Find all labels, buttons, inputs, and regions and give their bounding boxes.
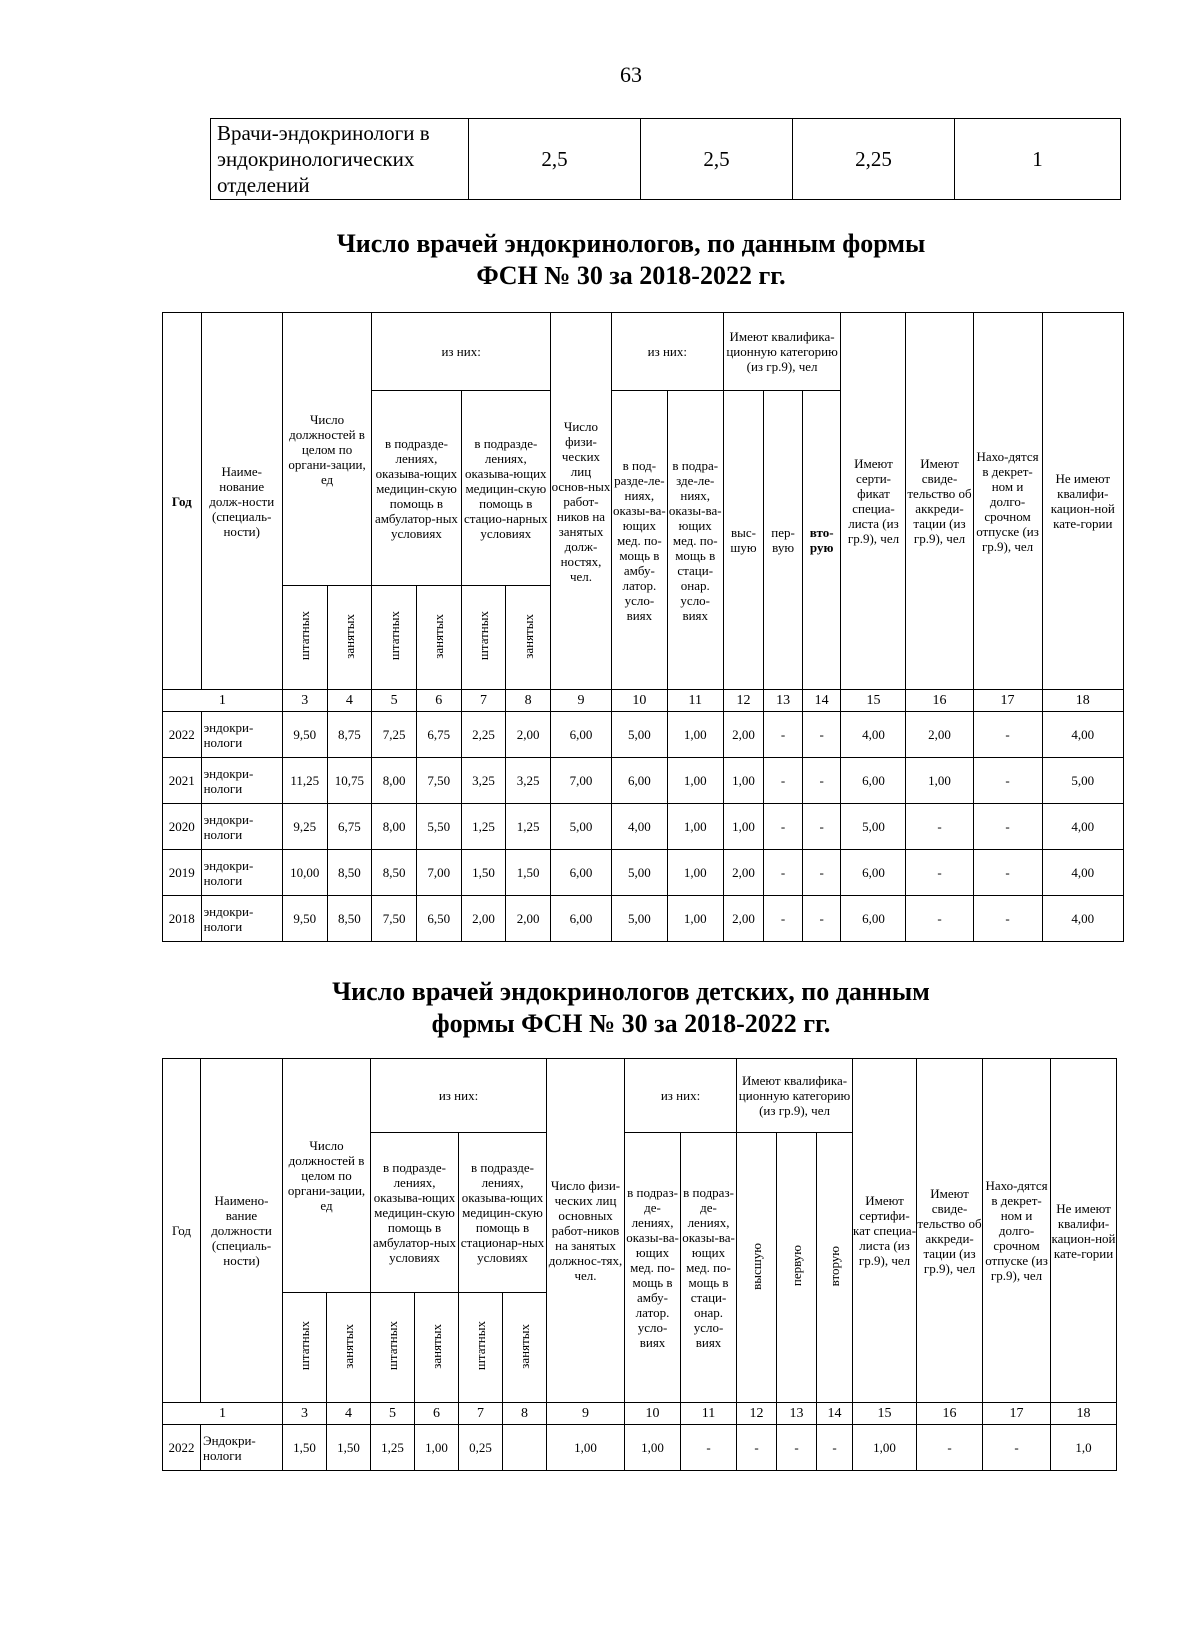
- section2-title-line1: Число врачей эндокринологов детских, по данным: [332, 977, 930, 1006]
- header-qualification: Имеют квалифика-ционную категорию (из гр.9), чел: [737, 1059, 853, 1133]
- column-number: 13: [777, 1403, 817, 1425]
- value-cell: 4,00: [1042, 712, 1123, 758]
- header-qual-high: высшую: [737, 1133, 777, 1403]
- header-certificate: Имеют серти-фикат специа-листа (из гр.9), чел: [841, 313, 906, 690]
- header-qual-first: пер-вую: [764, 391, 803, 690]
- section1-title-line2: ФСН № 30 за 2018-2022 гг.: [476, 261, 786, 290]
- column-number: 10: [611, 690, 667, 712]
- header-leave: Нахо-дятся в декрет-ном и долго-срочном отпуске (из гр.9), чел: [973, 313, 1042, 690]
- value-cell: 9,50: [282, 712, 327, 758]
- value-cell: 6,00: [841, 758, 906, 804]
- section1-title-line1: Число врачей эндокринологов, по данным формы: [336, 229, 926, 258]
- value-cell: -: [802, 712, 841, 758]
- value-cell: 1,00: [667, 804, 723, 850]
- header-occupied: занятых: [327, 1293, 371, 1403]
- column-number: 14: [802, 690, 841, 712]
- column-number: 5: [372, 690, 417, 712]
- value-cell: 9,25: [282, 804, 327, 850]
- header-ambulatory: в подразде-лениях, оказыва-ющих медицин-скую помощь в амбулатор-ных условиях: [372, 391, 461, 586]
- header-accreditation: Имеют свиде-тельство об аккреди-тации (из гр.9), чел: [917, 1059, 983, 1403]
- value-cell: 0,25: [459, 1425, 503, 1471]
- header-occupied: занятых: [416, 586, 461, 690]
- column-numbers-row: [163, 1403, 1117, 1425]
- position-name-cell: эндокри-нологи: [201, 758, 282, 804]
- value-cell: -: [802, 758, 841, 804]
- value-cell: 1,00: [906, 758, 973, 804]
- value-cell: -: [817, 1425, 853, 1471]
- column-number: 16: [917, 1403, 983, 1425]
- value-cell: 4,00: [611, 804, 667, 850]
- header-of-them: из них:: [371, 1059, 547, 1133]
- value-cell: -: [906, 850, 973, 896]
- value-cell: 10,75: [327, 758, 372, 804]
- value-cell: 2,25: [461, 712, 506, 758]
- header-positions: Число должностей в целом по органи-зации, ед: [282, 313, 371, 586]
- table-row: [163, 896, 1124, 942]
- value-cell: 1,00: [667, 850, 723, 896]
- value-cell: 7,25: [372, 712, 417, 758]
- header-name: Наимено-вание должности (специаль-ности): [201, 1059, 283, 1403]
- header-qual-first: первую: [777, 1133, 817, 1403]
- value-cell: 1,00: [415, 1425, 459, 1471]
- column-number: 15: [853, 1403, 917, 1425]
- value-cell: -: [764, 804, 803, 850]
- column-number: 1: [163, 690, 283, 712]
- header-of-them: из них:: [625, 1059, 737, 1133]
- value-cell: 6,75: [327, 804, 372, 850]
- column-number: 12: [723, 690, 764, 712]
- column-number: 14: [817, 1403, 853, 1425]
- value-cell: 2,5: [641, 119, 793, 200]
- header-qual-high: выс-шую: [723, 391, 764, 690]
- value-cell: 2,00: [461, 896, 506, 942]
- column-number: 9: [547, 1403, 625, 1425]
- value-cell: 5,00: [611, 896, 667, 942]
- column-number: 6: [416, 690, 461, 712]
- value-cell: 4,00: [841, 712, 906, 758]
- header-staff: штатных: [459, 1293, 503, 1403]
- column-number: 4: [327, 690, 372, 712]
- header-qual-second: вто-рую: [802, 391, 841, 690]
- value-cell: 6,75: [416, 712, 461, 758]
- column-number: 13: [764, 690, 803, 712]
- value-cell: 9,50: [282, 896, 327, 942]
- value-cell: -: [906, 896, 973, 942]
- header-staff: штатных: [283, 1293, 327, 1403]
- header-certificate: Имеют сертифи-кат специа-листа (из гр.9), чел: [853, 1059, 917, 1403]
- value-cell: 5,00: [551, 804, 612, 850]
- header-qualification: Имеют квалифика-ционную категорию (из гр.9), чел: [723, 313, 841, 391]
- year-cell: 2021: [163, 758, 202, 804]
- value-cell: 7,50: [416, 758, 461, 804]
- value-cell: 2,25: [793, 119, 955, 200]
- value-cell: 1,25: [506, 804, 551, 850]
- table-row: [163, 804, 1124, 850]
- header-of-them: из них:: [611, 313, 723, 391]
- header-staff: штатных: [371, 1293, 415, 1403]
- column-number: 16: [906, 690, 973, 712]
- header-staff: штатных: [461, 586, 506, 690]
- column-number: 17: [973, 690, 1042, 712]
- column-number: 7: [459, 1403, 503, 1425]
- column-number: 10: [625, 1403, 681, 1425]
- value-cell: 1,50: [461, 850, 506, 896]
- table-row: [163, 1425, 1117, 1471]
- value-cell: 1,00: [723, 804, 764, 850]
- value-cell: 2,00: [723, 896, 764, 942]
- value-cell: 2,00: [506, 896, 551, 942]
- column-number: 9: [551, 690, 612, 712]
- value-cell: 8,00: [372, 758, 417, 804]
- year-cell: 2019: [163, 850, 202, 896]
- year-cell: 2022: [163, 1425, 201, 1471]
- section1-title: [0, 228, 1200, 292]
- table-row: [163, 712, 1124, 758]
- value-cell: 1,50: [506, 850, 551, 896]
- value-cell: 4,00: [1042, 896, 1123, 942]
- header-name: Наиме-нование долж-ности (специаль-ности): [201, 313, 282, 690]
- top-table: [210, 118, 1121, 200]
- value-cell: 7,50: [372, 896, 417, 942]
- value-cell: 5,50: [416, 804, 461, 850]
- value-cell: 4,00: [1042, 850, 1123, 896]
- value-cell: [503, 1425, 547, 1471]
- value-cell: -: [906, 804, 973, 850]
- value-cell: -: [802, 804, 841, 850]
- table-row: [163, 758, 1124, 804]
- value-cell: 8,00: [372, 804, 417, 850]
- column-number: 11: [681, 1403, 737, 1425]
- section2-title: [0, 976, 1200, 1040]
- value-cell: 8,75: [327, 712, 372, 758]
- header-occupied: занятых: [503, 1293, 547, 1403]
- value-cell: 3,25: [506, 758, 551, 804]
- value-cell: -: [681, 1425, 737, 1471]
- year-cell: 2018: [163, 896, 202, 942]
- column-number: 1: [163, 1403, 283, 1425]
- value-cell: 2,00: [906, 712, 973, 758]
- value-cell: 5,00: [841, 804, 906, 850]
- value-cell: 6,00: [841, 850, 906, 896]
- value-cell: 1,50: [327, 1425, 371, 1471]
- value-cell: -: [764, 850, 803, 896]
- value-cell: -: [973, 850, 1042, 896]
- endocrinologists-table: [162, 312, 1124, 942]
- year-cell: 2020: [163, 804, 202, 850]
- value-cell: 4,00: [1042, 804, 1123, 850]
- value-cell: 6,00: [551, 712, 612, 758]
- page-number: 63: [620, 62, 642, 87]
- column-number: 8: [506, 690, 551, 712]
- value-cell: 1,25: [461, 804, 506, 850]
- header-physical: Число физи-ческих лиц основ-ных работ-ников на занятых долж-ностях, чел.: [551, 313, 612, 690]
- header-stationary: в подразде-лениях, оказыва-ющих медицин-скую помощь в стацио-нарных условиях: [461, 391, 550, 586]
- column-number: 18: [1042, 690, 1123, 712]
- value-cell: 5,00: [611, 712, 667, 758]
- value-cell: -: [764, 712, 803, 758]
- value-cell: 10,00: [282, 850, 327, 896]
- value-cell: -: [973, 758, 1042, 804]
- header-no-qualification: Не имеют квалифи-кацион-ной кате-гории: [1042, 313, 1123, 690]
- value-cell: 1,00: [667, 712, 723, 758]
- position-name-cell: эндокри-нологи: [201, 896, 282, 942]
- column-numbers-row: [163, 690, 1124, 712]
- section2-title-line2: формы ФСН № 30 за 2018-2022 гг.: [431, 1009, 831, 1038]
- header-physical: Число физи-ческих лиц основных работ-ников на занятых должнос-тях, чел.: [547, 1059, 625, 1403]
- header-physical-ambulatory: в под-разде-ле-ниях, оказы-ва-ющих мед. по-мощь в амбу-латор. усло-виях: [611, 391, 667, 690]
- value-cell: -: [764, 896, 803, 942]
- value-cell: -: [764, 758, 803, 804]
- value-cell: 11,25: [282, 758, 327, 804]
- column-number: 17: [983, 1403, 1051, 1425]
- header-accreditation: Имеют свиде-тельство об аккреди-тации (из гр.9), чел: [906, 313, 973, 690]
- header-qual-second: вторую: [817, 1133, 853, 1403]
- value-cell: 6,00: [551, 896, 612, 942]
- pediatric-endocrinologists-table: [162, 1058, 1117, 1471]
- value-cell: 1,00: [667, 758, 723, 804]
- value-cell: 7,00: [551, 758, 612, 804]
- value-cell: 2,5: [469, 119, 641, 200]
- column-number: 18: [1051, 1403, 1117, 1425]
- value-cell: 1,00: [547, 1425, 625, 1471]
- header-ambulatory: в подразде-лениях, оказыва-ющих медицин-скую помощь в амбулатор-ных условиях: [371, 1133, 459, 1293]
- header-physical-stationary: в подраз-де-лениях, оказы-ва-ющих мед. по-мощь в стаци-онар. усло-виях: [681, 1133, 737, 1403]
- value-cell: 1,00: [723, 758, 764, 804]
- value-cell: -: [983, 1425, 1051, 1471]
- header-physical-ambulatory: в подраз-де-лениях, оказы-ва-ющих мед. по-мощь в амбу-латор. усло-виях: [625, 1133, 681, 1403]
- value-cell: 6,50: [416, 896, 461, 942]
- value-cell: 2,00: [506, 712, 551, 758]
- header-occupied: занятых: [327, 586, 372, 690]
- column-number: 15: [841, 690, 906, 712]
- value-cell: -: [737, 1425, 777, 1471]
- position-name-cell: эндокри-нологи: [201, 850, 282, 896]
- year-cell: 2022: [163, 712, 202, 758]
- value-cell: -: [917, 1425, 983, 1471]
- header-stationary: в подразде-лениях, оказыва-ющих медицин-скую помощь в стационар-ных условиях: [459, 1133, 547, 1293]
- header-no-qualification: Не имеют квалифи-кацион-ной кате-гории: [1051, 1059, 1117, 1403]
- value-cell: 5,00: [611, 850, 667, 896]
- table-body: [163, 1425, 1117, 1471]
- value-cell: 8,50: [327, 850, 372, 896]
- value-cell: 1,00: [853, 1425, 917, 1471]
- value-cell: 6,00: [551, 850, 612, 896]
- column-number: 4: [327, 1403, 371, 1425]
- column-number: 8: [503, 1403, 547, 1425]
- header-occupied: занятых: [415, 1293, 459, 1403]
- header-occupied: занятых: [506, 586, 551, 690]
- table-row: [211, 119, 1121, 200]
- column-number: 7: [461, 690, 506, 712]
- value-cell: -: [973, 712, 1042, 758]
- header-of-them: из них:: [372, 313, 551, 391]
- value-cell: 8,50: [372, 850, 417, 896]
- value-cell: 1,0: [1051, 1425, 1117, 1471]
- header-physical-stationary: в подра-зде-ле-ниях, оказы-ва-ющих мед. по-мощь в стаци-онар. усло-виях: [667, 391, 723, 690]
- table-row: [163, 850, 1124, 896]
- value-cell: 3,25: [461, 758, 506, 804]
- value-cell: -: [802, 896, 841, 942]
- value-cell: 1,00: [625, 1425, 681, 1471]
- value-cell: 1: [955, 119, 1121, 200]
- position-name-cell: эндокри-нологи: [201, 804, 282, 850]
- value-cell: 8,50: [327, 896, 372, 942]
- value-cell: 6,00: [611, 758, 667, 804]
- header-year: Год: [163, 1059, 201, 1403]
- position-name-cell: эндокри-нологи: [201, 712, 282, 758]
- header-staff: штатных: [372, 586, 417, 690]
- table-body: [163, 712, 1124, 942]
- header-positions: Число должностей в целом по органи-зации, ед: [283, 1059, 371, 1293]
- column-number: 11: [667, 690, 723, 712]
- value-cell: 1,00: [667, 896, 723, 942]
- value-cell: 1,50: [283, 1425, 327, 1471]
- value-cell: -: [973, 804, 1042, 850]
- value-cell: 7,00: [416, 850, 461, 896]
- value-cell: 1,25: [371, 1425, 415, 1471]
- value-cell: 2,00: [723, 712, 764, 758]
- column-number: 6: [415, 1403, 459, 1425]
- value-cell: -: [973, 896, 1042, 942]
- value-cell: -: [802, 850, 841, 896]
- value-cell: 5,00: [1042, 758, 1123, 804]
- position-name: Врачи-эндокринологи в эндокринологических отделений: [211, 119, 469, 200]
- value-cell: -: [777, 1425, 817, 1471]
- header-leave: Нахо-дятся в декрет-ном и долго-срочном отпуске (из гр.9), чел: [983, 1059, 1051, 1403]
- value-cell: 2,00: [723, 850, 764, 896]
- column-number: 3: [282, 690, 327, 712]
- header-year: Год: [163, 313, 202, 690]
- position-name-cell: Эндокри-нологи: [201, 1425, 283, 1471]
- column-number: 5: [371, 1403, 415, 1425]
- column-number: 3: [283, 1403, 327, 1425]
- value-cell: 6,00: [841, 896, 906, 942]
- header-staff: штатных: [282, 586, 327, 690]
- column-number: 12: [737, 1403, 777, 1425]
